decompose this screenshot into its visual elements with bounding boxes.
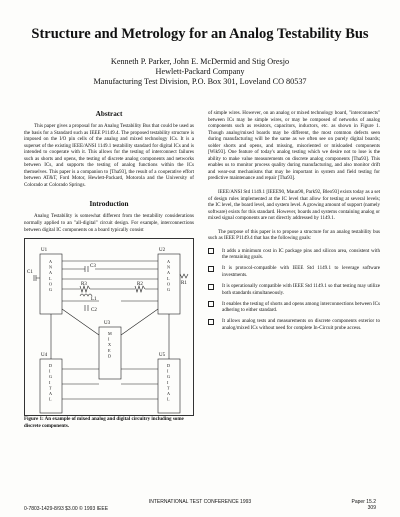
chip-letter: A — [167, 391, 171, 397]
label-u3: U3 — [104, 321, 111, 327]
goal-item — [208, 318, 380, 331]
wires-bottom — [62, 369, 158, 399]
goal-item — [208, 283, 380, 296]
goal-text: It is protocol-compatible with IEEE Std 1149.1 to leverage software investments. — [222, 265, 380, 278]
label-r2: R2 — [137, 282, 143, 288]
author-company: Hewlett-Packard Company — [155, 67, 245, 77]
label-u5: U5 — [159, 353, 166, 359]
chip-letter: I — [49, 379, 51, 385]
chip-letter: O — [49, 281, 53, 287]
goal-item — [208, 301, 380, 314]
right-paragraph-1: of simple wires. However, on an analog or mixed technology board, "interconnects" between ICs may be simple wires, or may be composed of networks of analog components such as resistors, capacitors, inductors, etc. as shown in Figure 1. Though analog/mixed boards may be different, the most common defects seen during manufacturing will be the same as we often see on purely digital boards; solder shorts and opens, and missing, misoriented or misloaded components [Wik93]. One feature of today's analog testing which we desire not to lose is the ability to make value measurements on discrete analog components [Tha93]. This enables us to monitor process quality during manufacturing, and also monitor drift and wear-out mechanisms that may be important in system and field testing for predictive maintenance and repair [Tha93]. — [208, 110, 380, 182]
chip-letter: N — [167, 264, 171, 270]
author-address: Manufacturing Test Division, P.O. Box 301, Loveland CO 80537 — [93, 77, 307, 87]
label-u1: U1 — [41, 248, 48, 254]
abstract-heading: Abstract — [95, 110, 123, 118]
goal-text: It allows analog tests and measurements on discrete components exterior to analog/mixed ICs without need for complete In-Circuit probe access. — [222, 318, 380, 331]
chip-letter: A — [49, 259, 53, 265]
chip-letter: L — [49, 275, 52, 281]
label-c2: C2 — [91, 308, 97, 314]
chip-letter: A — [167, 259, 171, 265]
capacitor-c2 — [85, 305, 88, 311]
chip-letter: N — [49, 264, 53, 270]
chip-letter: L — [167, 275, 170, 281]
goal-text: It is operationally compatible with IEEE Std 1149.1 so that testing may utilize both standards simultaneously. — [222, 283, 380, 296]
right-paragraph-2: IEEE/ANSI Std 1149.1 [IEEE90, Maun90, Park92, Bleo93] exists today as a set of design rules implemented at the IC level that allow for testing at several levels; the IC level, the board level, and system level. A growing amount of support (namely software) exists for this standard. However, boards and systems containing analog or mixed signal components are not directly addressed by 1149.1. — [208, 189, 380, 222]
wires-u1-u2 — [62, 261, 158, 301]
author-block — [0, 57, 400, 88]
footer-page: 309 — [367, 505, 376, 512]
capacitor-c1 — [34, 275, 40, 281]
chip-letter: L — [49, 396, 52, 402]
label-u2: U2 — [159, 248, 166, 254]
checkbox-square-icon — [208, 284, 214, 290]
goal-text: It enables the testing of shorts and opens among interconnections between ICs adhering to either standard. — [222, 300, 380, 314]
left-column — [24, 110, 194, 429]
chip-letter: D — [108, 353, 112, 359]
figure-1 — [24, 238, 194, 416]
checkbox-square-icon — [208, 266, 214, 272]
circuit-diagram — [25, 239, 195, 417]
inductor-l1 — [80, 294, 92, 296]
figure-caption: Figure 1: An example of mixed analog and digital circuitry including some discrete components. — [24, 416, 184, 429]
footer-isbn: 0-7803-1429-8/93 $3.00 © 1993 IEEE — [24, 506, 109, 512]
chip-letter: D — [49, 363, 53, 369]
checkbox-square-icon — [208, 301, 214, 307]
resistor-r1 — [180, 274, 188, 278]
label-r3: R3 — [81, 282, 87, 288]
introduction-text: Analog Testability is somewhat different from the testability considerations normally applied to an "all-digital" circuit design. For example, interconnections between digital IC components on a board typically consist — [24, 213, 194, 233]
label-r1: R1 — [181, 281, 187, 287]
capacitor-c3 — [85, 266, 88, 272]
goal-item — [208, 265, 380, 278]
chip-letter: I — [167, 379, 169, 385]
right-column — [208, 110, 380, 336]
footer-paper: Paper 15.2 — [351, 499, 376, 505]
chip-letter: T — [49, 385, 52, 391]
chip-letter: A — [49, 270, 53, 276]
checkbox-square-icon — [208, 248, 214, 254]
footer-conference: INTERNATIONAL TEST CONFERENCE 1993 — [148, 499, 252, 505]
chip-letter: E — [108, 347, 111, 353]
chip-letter: A — [167, 270, 171, 276]
label-c3: C3 — [90, 264, 96, 270]
author-names: Kenneth P. Parker, John E. McDermid and Stig Oresjo — [110, 57, 290, 66]
paper-title: Structure and Metrology for an Analog Testability Bus — [31, 26, 369, 42]
chip-letter: A — [49, 391, 53, 397]
label-c1: C1 — [27, 270, 33, 276]
introduction-heading: Introduction — [89, 200, 129, 209]
checkbox-square-icon — [208, 319, 214, 325]
chip-letter: G — [49, 374, 53, 380]
chip-u3-text — [108, 331, 112, 358]
label-u4: U4 — [41, 353, 48, 359]
abstract-text: This paper gives a proposal for an Analog Testability Bus that could be used as the basis for a Standard such as IEEE P1149.4. The proposed testability structure is imposed on the I/O pin cells of the analog and mixed technology ICs. It is a superset of the existing IEEE/ANSI 1149.1 testability standard for digital ICs and is intended to cooperate with it. This allows for the testing of interconnect failures such as shorts and opens, the testing of discrete analog components and networks between ICs, and supports the testing of analog functions within the ICs themselves. This paper is a companion to [Tha93], the result of a cooperative effort between AT&T, Ford Motor, Hewlett-Packard, Motorola and the University of Colorado at Colorado Springs. — [24, 123, 194, 188]
chip-letter: O — [167, 281, 171, 287]
goal-text: It adds a minimum cost in IC package pins and silicon area, consistent with the remaining goals. — [222, 247, 380, 261]
chip-letter: G — [167, 374, 171, 380]
chip-letter: X — [108, 342, 112, 348]
chip-letter: T — [167, 385, 170, 391]
footer-paper-number — [352, 499, 376, 512]
chip-letter: I — [49, 368, 51, 374]
chip-u4-text — [49, 363, 52, 402]
chip-letter: I — [108, 336, 110, 342]
chip-letter: I — [167, 368, 169, 374]
chip-letter: G — [167, 287, 171, 293]
right-paragraph-3: The purpose of this paper is to propose a structure for an analog testability bus such as IEEE P1149.4 that has the following goals: — [208, 228, 380, 242]
chip-u1-text — [49, 259, 52, 292]
chip-letter: L — [167, 396, 170, 402]
chip-letter: D — [167, 363, 171, 369]
label-l1: L1 — [91, 297, 97, 303]
chip-letter: G — [49, 287, 53, 293]
chip-u5-text — [167, 363, 170, 402]
chip-u2-text — [167, 259, 170, 292]
chip-letter: M — [108, 331, 112, 337]
goal-item — [208, 248, 380, 261]
